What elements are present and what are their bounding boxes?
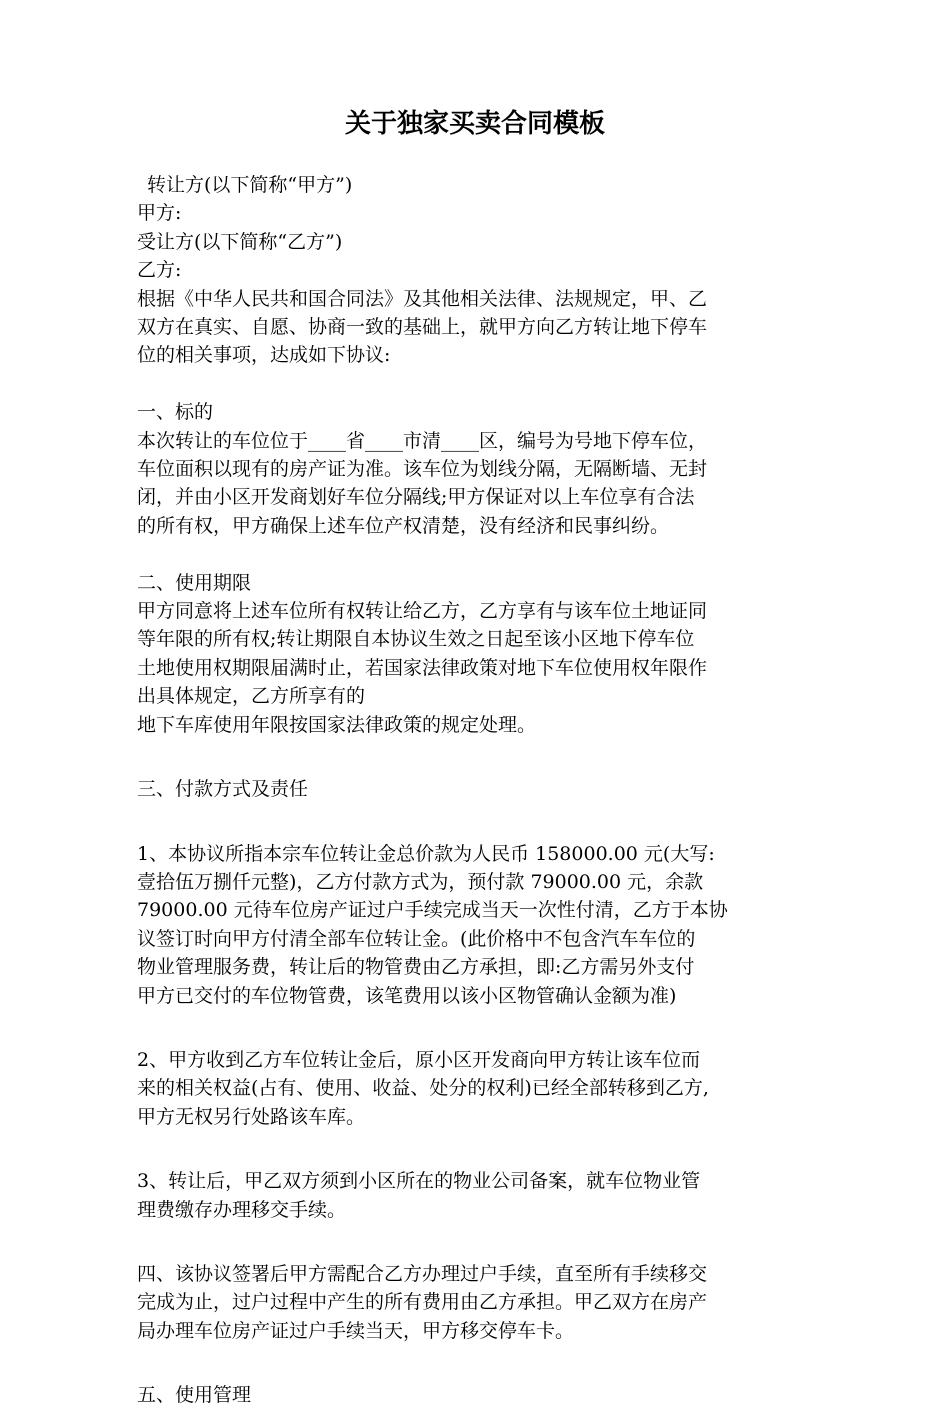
text-line: 甲方同意将上述车位所有权转让给乙方，乙方享有与该车位土地证同 bbox=[137, 600, 708, 623]
text-line: 壹拾伍万捌仟元整)，乙方付款方式为，预付款 79000.00 元，余款 bbox=[137, 870, 704, 893]
text-line: 2、甲方收到乙方车位转让金后，原小区开发商向甲方转让该车位而 bbox=[137, 1048, 701, 1071]
text-line: 地下车库使用年限按国家法律政策的规定处理。 bbox=[137, 713, 537, 736]
text-line: 理费缴存办理移交手续。 bbox=[137, 1198, 347, 1221]
text-line: 闭，并由小区开发商划好车位分隔线;甲方保证对以上车位享有合法 bbox=[137, 486, 695, 509]
text-line: 本次转让的车位位于____省____市清____区，编号为号地下停车位， bbox=[137, 429, 708, 452]
text-line: 3、转让后，甲乙双方须到小区所在的物业公司备案，就车位物业管 bbox=[137, 1170, 701, 1193]
text-line: 完成为止，过户过程中产生的所有费用由乙方承担。甲乙双方在房产 bbox=[137, 1291, 708, 1314]
text-line: 出具体规定，乙方所享有的 bbox=[137, 685, 366, 708]
text-line: 土地使用权期限届满时止，若国家法律政策对地下车位使用权年限作 bbox=[137, 656, 708, 679]
text-line: 根据《中华人民共和国合同法》及其他相关法律、法规规定，甲、乙 bbox=[137, 287, 708, 310]
text-line: 转让方(以下简称“甲方”) bbox=[147, 174, 353, 196]
text-line: 甲方无权另行处路该车库。 bbox=[137, 1105, 366, 1128]
text-line: 来的相关权益(占有、使用、收益、处分的权利)已经全部转移到乙方, bbox=[137, 1077, 709, 1100]
text-line: 甲方已交付的车位物管费，该笔费用以该小区物管确认金额为准) bbox=[137, 984, 677, 1007]
document-body bbox=[137, 171, 827, 1410]
section-heading: 三、付款方式及责任 bbox=[137, 778, 309, 801]
text-line: 双方在真实、自愿、协商一致的基础上，就甲方向乙方转让地下停车 bbox=[137, 316, 708, 339]
text-line: 79000.00 元待车位房产证过户手续完成当天一次性付清，乙方于本协 bbox=[137, 899, 728, 922]
section-heading: 一、标的 bbox=[137, 401, 214, 424]
text-line: 四、该协议签署后甲方需配合乙方办理过户手续，直至所有手续移交 bbox=[137, 1262, 708, 1285]
section-heading: 二、使用期限 bbox=[137, 571, 252, 594]
text-line: 位的相关事项，达成如下协议: bbox=[137, 344, 391, 367]
text-line: 物业管理服务费，转让后的物管费由乙方承担，即:乙方需另外支付 bbox=[137, 956, 695, 979]
text-line: 车位面积以现有的房产证为准。该车位为划线分隔，无隔断墙、无封 bbox=[137, 458, 708, 481]
text-line: 乙方: bbox=[137, 259, 182, 282]
document-title: 关于独家买卖合同模板 bbox=[344, 109, 605, 139]
text-line: 甲方: bbox=[137, 202, 182, 225]
text-line: 受让方(以下简称“乙方”) bbox=[137, 230, 343, 253]
text-line: 等年限的所有权;转让期限自本协议生效之日起至该小区地下停车位 bbox=[137, 628, 695, 651]
text-line: 1、本协议所指本宗车位转让金总价款为人民币 158000.00 元(大写: bbox=[137, 842, 715, 865]
section-heading: 五、使用管理 bbox=[137, 1384, 252, 1407]
text-line: 局办理车位房产证过户手续当天，甲方移交停车卡。 bbox=[137, 1319, 575, 1342]
text-line: 议签订时向甲方付清全部车位转让金。(此价格中不包含汽车车位的 bbox=[137, 927, 696, 950]
text-line: 的所有权，甲方确保上述车位产权清楚，没有经济和民事纠纷。 bbox=[137, 514, 670, 537]
